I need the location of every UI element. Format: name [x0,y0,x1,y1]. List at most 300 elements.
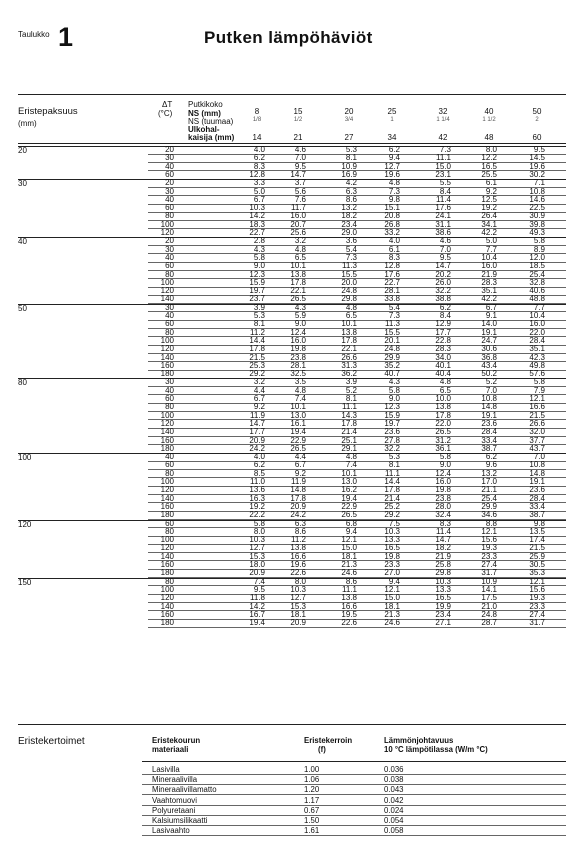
heat-loss-cell: 22.7 [384,277,400,287]
heat-loss-cell: 4.0 [253,145,265,154]
heat-loss-cell: 43.7 [529,443,545,453]
heat-loss-cell: 24.8 [384,344,400,354]
heat-loss-cell: 9.0 [439,460,451,470]
heat-loss-cell: 23.3 [481,551,497,561]
heat-loss-cell: 32.0 [529,427,545,437]
table-number: 1 [58,22,74,52]
heat-loss-cell: 12.9 [435,319,451,329]
heat-loss-cell: 7.3 [345,252,357,262]
heat-loss-cell: 5.6 [294,186,306,196]
dt-cell: 60 [165,394,174,403]
dt-cell: 100 [160,584,174,594]
header-rule [18,143,566,144]
thickness-group-label: 50 [18,303,27,313]
heat-loss-cell: 21.9 [481,269,497,279]
heat-loss-cell: 18.2 [435,543,451,553]
heat-loss-cell: 3.9 [253,302,265,312]
heat-loss-cell: 20.8 [384,211,400,221]
heat-loss-cell: 5.3 [345,145,357,154]
row-separator [148,569,566,570]
heat-loss-cell: 17.8 [341,418,357,428]
heat-loss-cell: 32.8 [529,277,545,287]
row-separator [148,295,566,296]
heat-loss-cell: 38.7 [529,510,545,520]
heat-loss-cell: 28.3 [481,277,497,287]
heat-loss-cell: 11.1 [342,402,357,412]
heat-loss-cell: 38.8 [435,294,451,304]
heat-loss-cell: 19.5 [341,609,357,619]
heat-loss-cell: 11.2 [250,327,265,337]
heat-loss-cell: 10.8 [481,394,497,403]
dt-cell: 60 [165,169,174,179]
heat-loss-cell: 28.7 [481,618,497,628]
heat-loss-cell: 7.7 [485,244,497,254]
heat-loss-cell: 17.6 [384,269,400,279]
heat-loss-cell: 3.6 [345,236,357,246]
heat-loss-cell: 8.4 [439,311,451,320]
insulation-factor: 1.00 [304,765,320,774]
heat-loss-cell: 39.8 [529,219,545,229]
heat-loss-cell: 9.8 [388,194,400,204]
heat-loss-cell: 24.2 [290,510,306,520]
thickness-group-label: 80 [18,378,27,388]
row-separator [148,436,566,437]
row-separator [148,403,566,404]
heat-loss-cell: 8.3 [253,161,265,171]
heat-loss-cell: 18.1 [290,609,306,619]
dt-cell: 60 [165,460,174,470]
insulation-material: Polyuretaani [152,805,196,815]
heat-loss-cell: 13.2 [481,468,497,478]
row-separator [148,320,566,321]
heat-loss-cell: 19.2 [249,501,265,511]
heat-loss-cell: 19.3 [481,543,497,553]
dt-cell: 40 [165,452,174,462]
heat-loss-cell: 30.9 [529,211,545,221]
heat-loss-cell: 8.3 [439,518,451,528]
heat-loss-cell: 12.4 [290,327,306,337]
heat-loss-cell: 9.4 [388,153,400,163]
heat-loss-cell: 8.6 [294,526,306,536]
heat-loss-cell: 34.0 [435,352,451,362]
heat-loss-cell: 15.6 [481,535,497,545]
insulation-material: Mineraalivillamatto [152,785,217,795]
row-separator [148,394,566,395]
heat-loss-cell: 18.0 [249,560,265,569]
heat-loss-cell: 4.0 [253,452,265,462]
dt-cell: 80 [165,402,174,412]
thickness-group-label: 20 [18,146,27,155]
dt-cell: 80 [165,576,174,586]
heat-loss-cell: 20.9 [290,501,306,511]
heat-loss-cell: 8.1 [253,319,265,329]
heat-loss-cell: 13.3 [384,535,400,545]
heat-loss-cell: 5.4 [345,244,357,254]
dt-cell: 30 [165,153,174,163]
dt-cell: 160 [160,501,174,511]
heat-loss-cell: 21.5 [529,543,545,553]
heat-loss-cell: 10.4 [481,252,497,262]
heat-loss-cell: 5.5 [439,178,451,188]
dt-cell: 20 [165,178,174,188]
row-separator [148,536,566,537]
ins-header-rule [142,761,566,762]
heat-loss-cell: 12.2 [481,153,497,163]
heat-loss-cell: 19.4 [290,427,306,437]
heat-loss-cell: 7.3 [439,145,451,154]
heat-loss-cell: 23.6 [481,418,497,428]
row-separator [148,486,566,487]
pipe-od-header: 14 [252,133,262,142]
heat-loss-cell: 12.1 [341,535,357,545]
heat-loss-cell: 10.3 [249,535,265,545]
heat-loss-cell: 13.0 [341,477,357,486]
heat-loss-cell: 9.0 [253,261,265,271]
heat-loss-cell: 5.9 [294,311,306,320]
heat-loss-cell: 12.3 [249,269,265,279]
heat-loss-cell: 48.8 [529,294,545,304]
heat-loss-cell: 31.3 [341,360,357,370]
table-label: Taulukko [18,30,50,39]
heat-loss-cell: 7.5 [388,518,400,528]
heat-loss-cell: 57.6 [529,369,545,379]
heat-loss-cell: 7.0 [485,385,497,395]
heat-loss-cell: 21.3 [384,609,400,619]
heat-loss-cell: 17.8 [290,277,306,287]
heat-loss-cell: 12.1 [529,394,545,403]
heat-loss-cell: 19.3 [529,593,545,603]
heat-loss-cell: 23.4 [341,219,357,229]
pipe-od-header: 48 [484,133,494,142]
heat-loss-cell: 7.0 [533,452,545,462]
row-separator [148,627,566,628]
row-separator [148,204,566,205]
pipe-ns-header: 8 [254,107,260,116]
heat-loss-cell: 26.5 [290,294,306,304]
dt-cell: 100 [160,410,174,420]
pipe-ns-header: 32 [438,107,448,116]
heat-loss-cell: 6.2 [485,452,497,462]
heat-loss-cell: 23.7 [249,294,265,304]
heat-loss-cell: 10.9 [481,576,497,586]
heat-loss-cell: 15.9 [384,410,400,420]
pipe-od-header: 42 [438,133,448,142]
heat-loss-cell: 28.1 [384,286,400,296]
heat-loss-cell: 23.6 [529,485,545,495]
insulation-conductivity: 0.058 [384,826,404,836]
insulation-factor: 1.61 [304,826,320,836]
heat-loss-cell: 12.8 [384,261,400,271]
dt-label: ΔT [162,100,173,109]
heat-loss-cell: 10.3 [290,584,306,594]
pipe-ns-header: 15 [293,107,303,116]
dt-cell: 180 [160,618,174,628]
ins-head-cond-1: Lämmönjohtavuus [384,736,454,745]
heat-loss-cell: 11.9 [291,477,306,486]
pipe-inch-header: 1/8 [252,117,262,123]
heat-loss-cell: 29.1 [341,443,357,453]
heat-loss-cell: 25.4 [529,269,545,279]
heat-loss-cell: 6.8 [345,518,357,528]
heat-loss-cell: 4.6 [294,145,306,154]
dt-cell: 120 [160,485,174,495]
heat-loss-cell: 22.1 [341,344,357,354]
row-separator [148,370,566,371]
heat-loss-cell: 5.0 [485,236,497,246]
heat-loss-cell: 8.6 [345,576,357,586]
heat-loss-cell: 19.9 [435,601,451,611]
heat-loss-cell: 23.1 [435,169,451,179]
heat-loss-cell: 8.3 [388,252,400,262]
row-separator [148,552,566,553]
heat-loss-cell: 18.3 [249,219,265,229]
heat-loss-cell: 5.2 [345,385,357,395]
heat-loss-cell: 22.6 [341,618,357,628]
heat-loss-cell: 9.5 [533,145,545,154]
row-separator [148,419,566,420]
heat-loss-cell: 25.6 [290,228,306,237]
row-separator [148,477,566,478]
heat-loss-cell: 12.1 [481,526,497,536]
heat-loss-cell: 20.7 [290,219,306,229]
heat-loss-cell: 14.8 [481,402,497,412]
row-separator [148,411,566,412]
heat-loss-cell: 26.5 [290,443,306,453]
heat-loss-cell: 26.5 [435,427,451,437]
heat-loss-cell: 17.8 [435,410,451,420]
dt-cell: 60 [165,203,174,213]
insulation-factor: 1.50 [304,816,320,825]
heat-loss-cell: 14.3 [341,410,357,420]
dt-cell: 30 [165,377,174,387]
heat-loss-cell: 15.1 [384,203,400,213]
insulation-material: Lasivaahto [152,826,190,836]
heat-loss-cell: 8.4 [439,186,451,196]
heat-loss-cell: 16.2 [341,485,357,495]
heat-loss-cell: 15.5 [341,269,357,279]
heat-loss-cell: 13.2 [341,203,357,213]
heat-loss-cell: 5.8 [439,452,451,462]
heat-loss-cell: 9.6 [485,460,497,470]
heat-loss-cell: 13.8 [290,269,306,279]
dt-cell: 80 [165,211,174,221]
heat-loss-cell: 16.0 [290,211,306,221]
heat-loss-cell: 17.8 [290,493,306,503]
heat-loss-cell: 16.6 [341,601,357,611]
heat-loss-cell: 10.8 [529,186,545,196]
heat-loss-cell: 26.4 [481,211,497,221]
heat-loss-cell: 22.5 [529,203,545,213]
dt-cell: 30 [165,186,174,196]
heat-loss-cell: 4.4 [294,452,306,462]
heat-loss-cell: 4.4 [253,385,265,395]
heat-loss-cell: 5.8 [533,377,545,387]
heat-loss-cell: 25.5 [481,169,497,179]
dt-cell: 140 [160,352,174,362]
row-separator [148,212,566,213]
row-separator [148,469,566,470]
heat-loss-cell: 10.9 [341,161,357,171]
dt-cell: 100 [160,277,174,287]
dt-cell: 40 [165,161,174,171]
thickness-group-label: 100 [18,453,32,463]
heat-loss-cell: 8.0 [485,145,497,154]
heat-loss-cell: 13.5 [529,526,545,536]
row-separator [148,220,566,221]
heat-loss-cell: 29.0 [341,228,357,237]
dt-cell: 80 [165,468,174,478]
heat-loss-cell: 23.4 [435,609,451,619]
dt-cell: 120 [160,228,174,237]
heat-loss-cell: 9.4 [345,526,357,536]
heat-loss-cell: 42.2 [481,294,497,304]
insulation-conductivity: 0.042 [384,795,404,805]
heat-loss-cell: 32.2 [435,286,451,296]
row-separator [148,610,566,611]
heat-loss-cell: 6.3 [345,186,357,196]
dt-cell: 140 [160,294,174,304]
heat-loss-cell: 9.1 [485,311,497,320]
heat-loss-cell: 5.3 [253,311,265,320]
row-separator [148,619,566,620]
heat-loss-cell: 14.8 [529,468,545,478]
heat-loss-cell: 10.8 [529,460,545,470]
heat-loss-cell: 16.9 [341,169,357,179]
heat-loss-cell: 29.8 [341,294,357,304]
insulation-material: Vaahtomuovi [152,795,197,805]
ins-head-material-1: Eristekourun [152,736,201,745]
row-separator [148,444,566,445]
heat-loss-cell: 34.1 [481,219,497,229]
ins-head-material-2: materiaali [152,745,189,754]
heat-loss-cell: 32.5 [290,369,306,379]
thickness-group-label: 30 [18,179,27,189]
heat-loss-cell: 16.3 [249,493,265,503]
row-separator [148,386,566,387]
heat-loss-cell: 19.4 [341,493,357,503]
heat-loss-cell: 24.2 [249,443,265,453]
row-separator [148,461,566,462]
heat-loss-cell: 18.1 [341,551,357,561]
heat-loss-cell: 17.5 [481,593,497,603]
heat-loss-cell: 21.4 [341,427,357,437]
thickness-unit: (mm) [18,119,37,128]
heat-loss-cell: 14.2 [249,211,265,221]
heat-loss-cell: 12.0 [529,252,545,262]
heat-loss-cell: 35.1 [529,344,545,354]
heat-loss-cell: 21.4 [384,493,400,503]
dt-cell: 40 [165,385,174,395]
heat-loss-cell: 6.5 [294,252,306,262]
heat-loss-cell: 33.2 [384,228,400,237]
heat-loss-cell: 19.7 [384,418,400,428]
heat-loss-cell: 15.0 [435,161,451,171]
heat-loss-cell: 20.0 [341,277,357,287]
heat-loss-cell: 27.0 [384,568,400,578]
heat-loss-cell: 14.5 [529,153,545,163]
pipe-inch-header: 1 1/4 [436,117,450,123]
heat-loss-cell: 6.2 [253,460,265,470]
heat-loss-cell: 6.7 [253,194,265,204]
dt-cell: 160 [160,360,174,370]
heat-loss-cell: 10.1 [290,402,306,412]
heat-loss-cell: 24.1 [435,211,451,221]
heat-loss-cell: 17.8 [341,335,357,345]
heat-loss-cell: 28.1 [290,360,306,370]
heat-loss-cell: 14.4 [249,335,265,345]
heat-loss-cell: 14.7 [435,261,451,271]
heat-loss-cell: 5.8 [388,385,400,395]
heat-loss-cell: 17.7 [249,427,265,437]
insulation-factor: 1.20 [304,785,320,795]
dt-cell: 100 [160,219,174,229]
heat-loss-cell: 25.4 [481,493,497,503]
row-separator [148,328,566,329]
heat-loss-cell: 32.4 [435,510,451,520]
insulation-factor: 0.67 [304,805,320,815]
heat-loss-cell: 19.8 [384,551,400,561]
heat-loss-cell: 11.0 [250,477,265,486]
heat-loss-cell: 14.4 [384,477,400,486]
dt-cell: 100 [160,477,174,486]
heat-loss-cell: 8.0 [253,526,265,536]
heat-loss-cell: 2.8 [253,236,265,246]
heat-loss-cell: 11.8 [250,593,265,603]
heat-loss-cell: 16.6 [529,402,545,412]
heat-loss-cell: 15.0 [384,593,400,603]
heat-loss-cell: 16.5 [384,543,400,553]
heat-loss-cell: 9.0 [388,394,400,403]
heat-loss-cell: 9.2 [253,402,265,412]
heat-loss-cell: 16.6 [290,551,306,561]
heat-loss-cell: 18.2 [341,211,357,221]
pipe-inch-header: 1 [390,117,394,123]
heat-loss-cell: 4.6 [439,236,451,246]
heat-loss-cell: 17.4 [529,535,545,545]
ins-head-factor-1: Eristekerroin [304,736,353,745]
heat-loss-cell: 8.0 [294,576,306,586]
thickness-group-label: 40 [18,237,27,247]
heat-loss-cell: 7.4 [294,394,306,403]
dt-cell: 80 [165,526,174,536]
heat-loss-cell: 11.1 [342,584,357,594]
heat-loss-cell: 24.6 [384,618,400,628]
heat-loss-cell: 26.6 [341,352,357,362]
row-separator [148,353,566,354]
pipe-inch-header: 3/4 [344,117,354,123]
pipe-size-label: Putkikoko [188,100,223,109]
heat-loss-cell: 4.3 [294,302,306,312]
heat-loss-cell: 16.0 [481,261,497,271]
heat-loss-cell: 7.7 [533,302,545,312]
insulation-conductivity: 0.036 [384,765,404,774]
heat-loss-cell: 3.5 [294,377,306,387]
row-separator [148,527,566,528]
heat-loss-cell: 19.6 [384,169,400,179]
heat-loss-cell: 31.1 [435,219,451,229]
heat-loss-cell: 27.8 [384,435,400,445]
row-separator [148,511,566,512]
heat-loss-cell: 22.6 [290,568,306,578]
heat-loss-cell: 25.3 [249,360,265,370]
dt-cell: 140 [160,551,174,561]
row-separator [148,245,566,246]
ns-inch-label: NS (tuumaa) [188,117,234,126]
heat-loss-cell: 3.7 [294,178,306,188]
heat-loss-cell: 17.0 [481,477,497,486]
heat-loss-cell: 13.3 [435,584,451,594]
dt-cell: 140 [160,493,174,503]
